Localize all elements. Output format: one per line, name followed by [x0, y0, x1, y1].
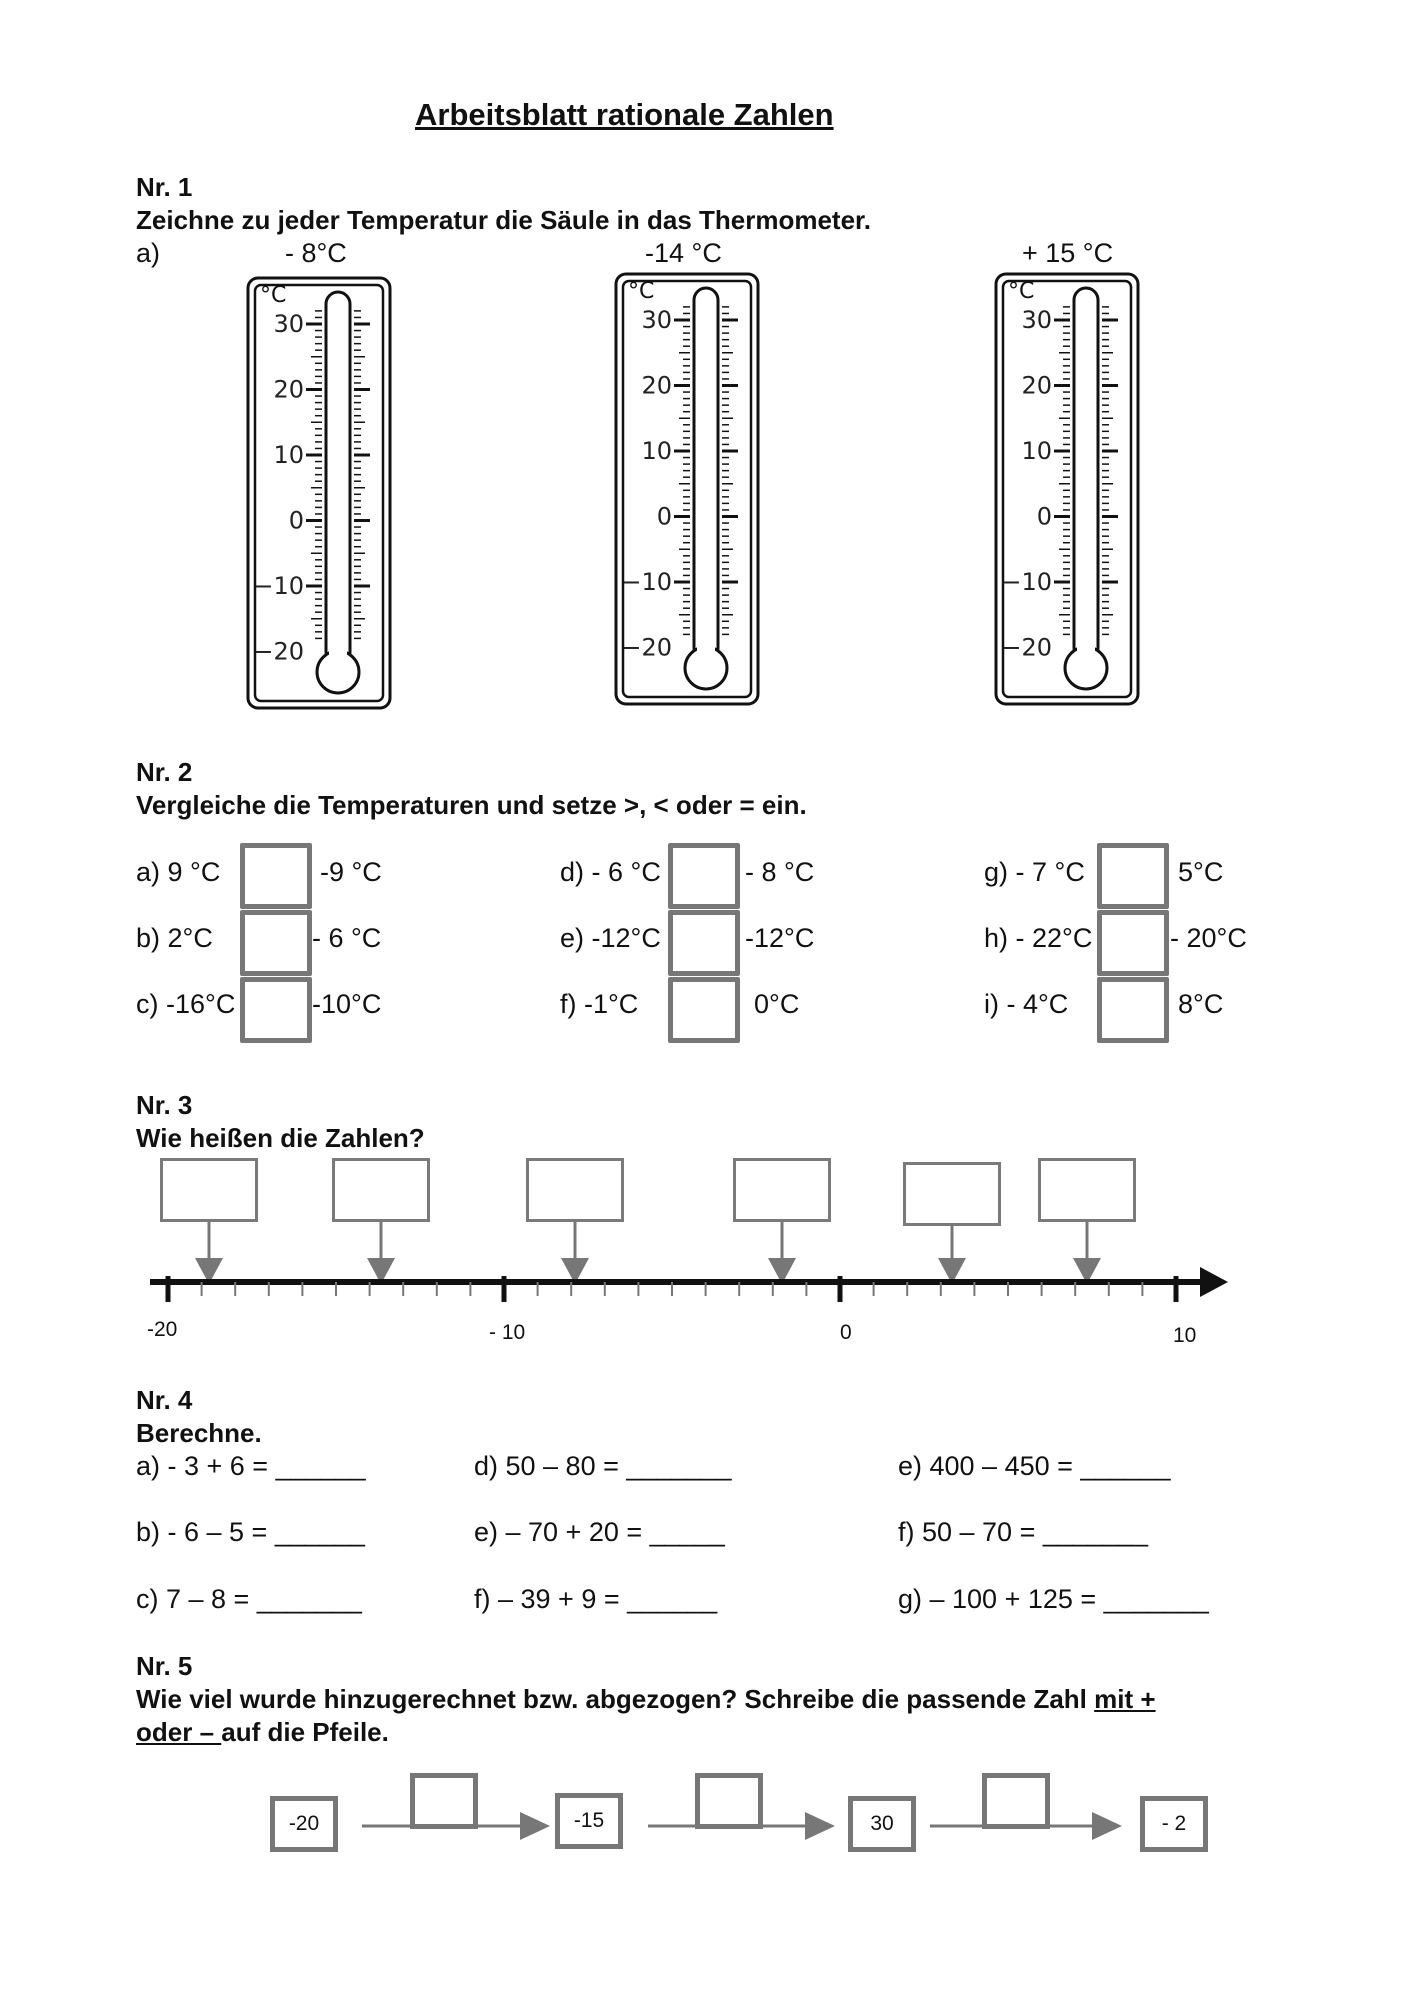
compare-f-box[interactable] [668, 977, 740, 1043]
thermometer-2[interactable] [614, 272, 760, 711]
flow-value-4: - 2 [1140, 1796, 1208, 1852]
nr1-instruction: Zeichne zu jeder Temperatur die Säule in das Thermometer. [136, 205, 871, 235]
thermometer-unit: °C [260, 283, 287, 308]
number-answer-box[interactable] [733, 1158, 831, 1222]
calc-g[interactable]: g) – 100 + 125 = _______ [898, 1584, 1209, 1614]
number-answer-box[interactable] [160, 1158, 258, 1222]
nr1-temp-2: -14 °C [645, 238, 722, 268]
axis-label-10: 10 [1173, 1324, 1197, 1347]
axis-label-0: 0 [840, 1321, 852, 1344]
scale-label: 0 [656, 502, 672, 531]
nr1-heading: Nr. 1 [136, 172, 193, 202]
thermometer-neck [1077, 642, 1095, 656]
number-line-pointers [195, 1222, 1101, 1284]
scale-label: 0 [288, 506, 304, 535]
nr5-instruction-text: Wie viel wurde hinzugerechnet bzw. abgezogen? Schreibe die passende Zahl [136, 1684, 1095, 1714]
nr5-heading: Nr. 5 [136, 1651, 193, 1681]
flow-answer-box-2[interactable] [695, 1773, 763, 1829]
nr1-part-label: a) [136, 238, 161, 268]
scale-label: 20 [1021, 371, 1052, 400]
compare-c-left: c) -16°C [136, 989, 236, 1019]
compare-c-right: -10°C [312, 989, 382, 1019]
thermometer-tube[interactable] [694, 288, 718, 660]
number-answer-box[interactable] [332, 1158, 430, 1222]
compare-i-left: i) - 4°C [984, 989, 1069, 1019]
flow-value-2: -15 [555, 1793, 623, 1849]
compare-d-left: d) - 6 °C [560, 857, 661, 887]
nr3-instruction: Wie heißen die Zahlen? [136, 1123, 425, 1153]
number-answer-box[interactable] [526, 1158, 624, 1222]
number-line-arrowhead [1200, 1267, 1228, 1297]
compare-g-box[interactable] [1097, 843, 1169, 909]
calc-a[interactable]: a) - 3 + 6 = ______ [136, 1451, 366, 1481]
axis-label-minus-10: - 10 [489, 1321, 526, 1344]
scale-label: −10 [1001, 568, 1052, 596]
scale-label: 20 [641, 371, 672, 400]
scale-label: −10 [621, 568, 672, 596]
scale-label: 10 [1021, 437, 1052, 465]
flow-answer-box-3[interactable] [982, 1773, 1050, 1829]
compare-h-right: - 20°C [1170, 923, 1247, 953]
compare-h-box[interactable] [1097, 910, 1169, 976]
thermometer-3[interactable] [994, 272, 1140, 711]
nr5-instruction-underlined: mit + [1094, 1684, 1156, 1714]
compare-d-box[interactable] [668, 843, 740, 909]
scale-label: 30 [641, 306, 672, 334]
compare-e-box[interactable] [668, 910, 740, 976]
scale-label: 0 [1036, 502, 1052, 531]
thermometer-tube[interactable] [326, 292, 350, 664]
page-title: Arbeitsblatt rationale Zahlen [415, 97, 834, 132]
thermometer-tube[interactable] [1074, 288, 1098, 660]
compare-i-box[interactable] [1097, 977, 1169, 1043]
scale-label: −20 [621, 633, 672, 662]
compare-b-right: - 6 °C [312, 923, 382, 953]
compare-g-left: g) - 7 °C [984, 857, 1085, 887]
calc-e2[interactable]: e) 400 – 450 = ______ [898, 1451, 1171, 1481]
compare-b-box[interactable] [240, 910, 312, 976]
compare-e-right: -12°C [745, 923, 815, 953]
nr2-heading: Nr. 2 [136, 757, 193, 787]
nr5-instruction-line1 [136, 1684, 1156, 1715]
nr1-temp-3: + 15 °C [1022, 238, 1114, 268]
axis-label-minus-20: -20 [147, 1318, 178, 1341]
scale-label: −20 [1001, 633, 1052, 662]
scale-label: −20 [253, 637, 304, 666]
scale-label: 10 [641, 437, 672, 465]
nr3-heading: Nr. 3 [136, 1090, 193, 1120]
compare-b-left: b) 2°C [136, 923, 213, 953]
scale-label: 10 [273, 441, 304, 469]
nr4-instruction: Berechne. [136, 1418, 262, 1448]
compare-h-left: h) - 22°C [984, 923, 1093, 953]
scale-label: 30 [273, 310, 304, 338]
compare-a-left: a) 9 °C [136, 857, 221, 887]
compare-e-left: e) -12°C [560, 923, 661, 953]
calc-e[interactable]: e) – 70 + 20 = _____ [474, 1517, 725, 1547]
thermometer-unit: °C [628, 279, 655, 304]
calc-f2[interactable]: f) 50 – 70 = _______ [898, 1517, 1148, 1547]
thermometer-1[interactable] [246, 276, 392, 715]
nr5-instruction-underlined-2: oder – [136, 1717, 222, 1747]
number-answer-box[interactable] [903, 1162, 1001, 1226]
scale-label: 20 [273, 375, 304, 404]
thermometer-neck [697, 642, 715, 656]
compare-c-box[interactable] [240, 977, 312, 1043]
nr5-instruction-end: auf die Pfeile. [221, 1717, 389, 1747]
compare-g-right: 5°C [1178, 857, 1224, 887]
flow-value-3: 30 [848, 1796, 916, 1852]
calc-f[interactable]: f) – 39 + 9 = ______ [474, 1584, 718, 1614]
calc-c[interactable]: c) 7 – 8 = _______ [136, 1584, 362, 1614]
nr4-heading: Nr. 4 [136, 1385, 193, 1415]
nr1-temp-1: - 8°C [285, 238, 347, 268]
nr2-instruction: Vergleiche die Temperaturen und setze >, < oder = ein. [136, 790, 807, 820]
scale-label: 30 [1021, 306, 1052, 334]
flow-answer-box-1[interactable] [410, 1773, 478, 1829]
compare-i-right: 8°C [1178, 989, 1224, 1019]
compare-a-box[interactable] [240, 843, 312, 909]
nr5-instruction-line2 [136, 1717, 389, 1748]
calc-b[interactable]: b) - 6 – 5 = ______ [136, 1517, 365, 1547]
scale-label: −10 [253, 572, 304, 600]
compare-d-right: - 8 °C [745, 857, 815, 887]
compare-f-left: f) -1°C [560, 989, 639, 1019]
number-answer-box[interactable] [1038, 1158, 1136, 1222]
flow-value-1: -20 [270, 1796, 338, 1852]
compare-f-right: 0°C [754, 989, 800, 1019]
thermometer-neck [329, 646, 347, 660]
compare-a-right: -9 °C [320, 857, 382, 887]
calc-d[interactable]: d) 50 – 80 = _______ [474, 1451, 732, 1481]
thermometer-unit: °C [1008, 279, 1035, 304]
